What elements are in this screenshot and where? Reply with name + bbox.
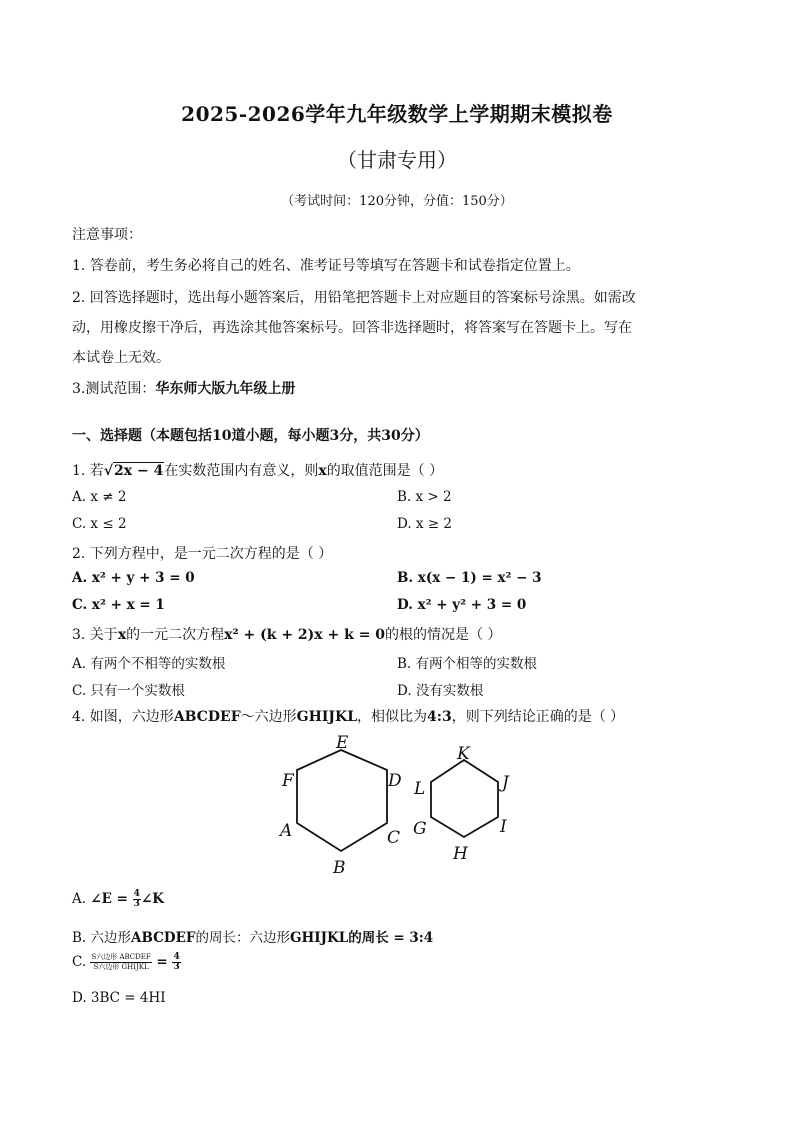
notice-item-1: 1. 答卷前，考生务必将自己的姓名、准考证号等填写在答题卡和试卷指定位置上。 bbox=[72, 258, 580, 274]
q4-option-b-prefix: B. 六边形 bbox=[72, 930, 132, 946]
q4-ratio: 4:3 bbox=[427, 709, 452, 725]
q4-option-b-h1: ABCDEF bbox=[131, 930, 196, 946]
q3-tail: 的根的情况是（ ） bbox=[385, 627, 502, 643]
question-2-stem: 2. 下列方程中，是一元二次方程的是（ ） bbox=[72, 546, 333, 562]
vertex-label-g: G bbox=[413, 819, 427, 839]
notice-item-3 bbox=[72, 378, 295, 398]
q4-option-a bbox=[72, 890, 164, 909]
notice-item-2-line-1: 2. 回答选择题时，选出每小题答案后，用铅笔把答题卡上对应题目的答案标号涂黑。如需改 bbox=[72, 290, 636, 306]
question-3-stem bbox=[72, 624, 502, 644]
hexagons-figure bbox=[270, 730, 530, 880]
q1-option-c: C. x ≤ 2 bbox=[72, 516, 127, 532]
q3-var: x bbox=[117, 627, 127, 643]
q4-option-a-math: ∠E = bbox=[90, 891, 133, 907]
q3-prefix: 3. 关于 bbox=[72, 627, 118, 643]
exam-title: 2025-2026学年九年级数学上学期期末模拟卷 bbox=[181, 102, 613, 126]
notice-item-2-line-2: 动，用橡皮擦干净后，再选涂其他答案标号。回答非选择题时，将答案写在答题卡上。写在 bbox=[72, 320, 632, 336]
q1-option-d: D. x ≥ 2 bbox=[397, 516, 453, 532]
q3-option-b: B. 有两个相等的实数根 bbox=[397, 656, 538, 672]
q4-hexagon-2: GHIJKL bbox=[296, 709, 358, 725]
q4-option-c-fraction-numerator: 4 bbox=[173, 952, 180, 962]
vertex-label-k: K bbox=[457, 744, 470, 764]
vertex-label-c: C bbox=[387, 828, 401, 848]
notice-heading: 注意事项： bbox=[72, 227, 142, 243]
q1-option-a: A. x ≠ 2 bbox=[72, 489, 127, 505]
vertex-label-f: F bbox=[282, 771, 294, 791]
vertex-label-a: A bbox=[280, 821, 293, 841]
q4-option-c-equals: = bbox=[151, 954, 173, 970]
q4-hexagon-1: ABCDEF bbox=[173, 709, 241, 725]
q2-option-b: B. x(x − 1) = x² − 3 bbox=[397, 570, 542, 586]
q3-equation: x² + (k + 2)x + k = 0 bbox=[224, 627, 386, 643]
vertex-label-i: I bbox=[500, 817, 507, 837]
question-1-stem: 1. 若√2x − 4在实数范围内有意义，则x的取值范围是（ ） bbox=[72, 463, 444, 479]
question-4-stem bbox=[72, 706, 624, 726]
q4-option-c-fraction-denominator: 3 bbox=[173, 962, 180, 972]
notice-item-3-prefix: 3.测试范围： bbox=[72, 381, 156, 397]
q4-option-b bbox=[72, 926, 433, 946]
vertex-label-l: L bbox=[414, 779, 426, 799]
q4-tail: ，则下列结论正确的是（ ） bbox=[451, 709, 625, 725]
q4-option-c-prefix: C. bbox=[72, 954, 91, 970]
q1-var: x bbox=[318, 463, 327, 479]
q4-option-b-mid: 的周长：六边形 bbox=[195, 930, 290, 946]
q4-ratio-label: ，相似比为 bbox=[357, 709, 428, 725]
q3-option-c: C. 只有一个实数根 bbox=[72, 683, 185, 699]
q4-option-b-end: 的周长 = 3:4 bbox=[348, 930, 434, 946]
hexagon-abcdef bbox=[297, 750, 387, 851]
q4-option-b-h2: GHIJKL bbox=[289, 930, 349, 946]
exam-subtitle: （甘肃专用） bbox=[337, 148, 457, 172]
notice-item-3-scope: 华东师大版九年级上册 bbox=[155, 381, 296, 397]
q4-similar: ～六边形 bbox=[240, 709, 297, 725]
q2-option-a: A. x² + y + 3 = 0 bbox=[72, 570, 195, 586]
q4-option-d: D. 3BC = 4HI bbox=[72, 990, 166, 1006]
q1-suffix: 在实数范围内有意义，则 bbox=[164, 463, 319, 479]
q4-option-a-end: ∠K bbox=[140, 891, 164, 907]
q2-option-c: C. x² + x = 1 bbox=[72, 597, 165, 613]
vertex-label-d: D bbox=[388, 771, 402, 791]
q3-mid: 的一元二次方程 bbox=[126, 627, 225, 643]
q4-option-a-numerator: 4 bbox=[133, 889, 140, 899]
section-1-heading: 一、选择题（本题包括10道小题，每小题3分，共30分） bbox=[72, 428, 429, 444]
q1-option-b: B. x > 2 bbox=[397, 489, 452, 505]
q2-option-d: D. x² + y² + 3 = 0 bbox=[397, 597, 527, 613]
vertex-label-b: B bbox=[333, 858, 346, 878]
q4-option-c-numerator: S六边形 ABCDEF bbox=[91, 953, 151, 961]
q1-tail: 的取值范围是（ ） bbox=[326, 463, 444, 479]
notice-item-2-line-3: 本试卷上无效。 bbox=[72, 350, 170, 366]
q4-option-c bbox=[72, 953, 181, 972]
q1-radicand: 2x − 4 bbox=[114, 463, 164, 479]
q3-option-a: A. 有两个不相等的实数根 bbox=[72, 656, 226, 672]
hexagon-ghijkl bbox=[431, 760, 498, 837]
q1-prefix: 1. 若 bbox=[72, 463, 104, 479]
q4-prefix: 4. 如图，六边形 bbox=[72, 709, 174, 725]
vertex-label-e: E bbox=[336, 733, 349, 753]
q4-option-c-denominator: S六边形 GHIJKL bbox=[93, 963, 149, 971]
vertex-label-h: H bbox=[453, 844, 468, 864]
q4-option-a-denominator: 3 bbox=[133, 899, 140, 909]
exam-meta: （考试时间：120分钟，分值：150分） bbox=[281, 194, 513, 209]
vertex-label-j: J bbox=[502, 773, 509, 793]
q4-option-a-prefix: A. bbox=[72, 891, 91, 907]
q3-option-d: D. 没有实数根 bbox=[397, 683, 484, 699]
